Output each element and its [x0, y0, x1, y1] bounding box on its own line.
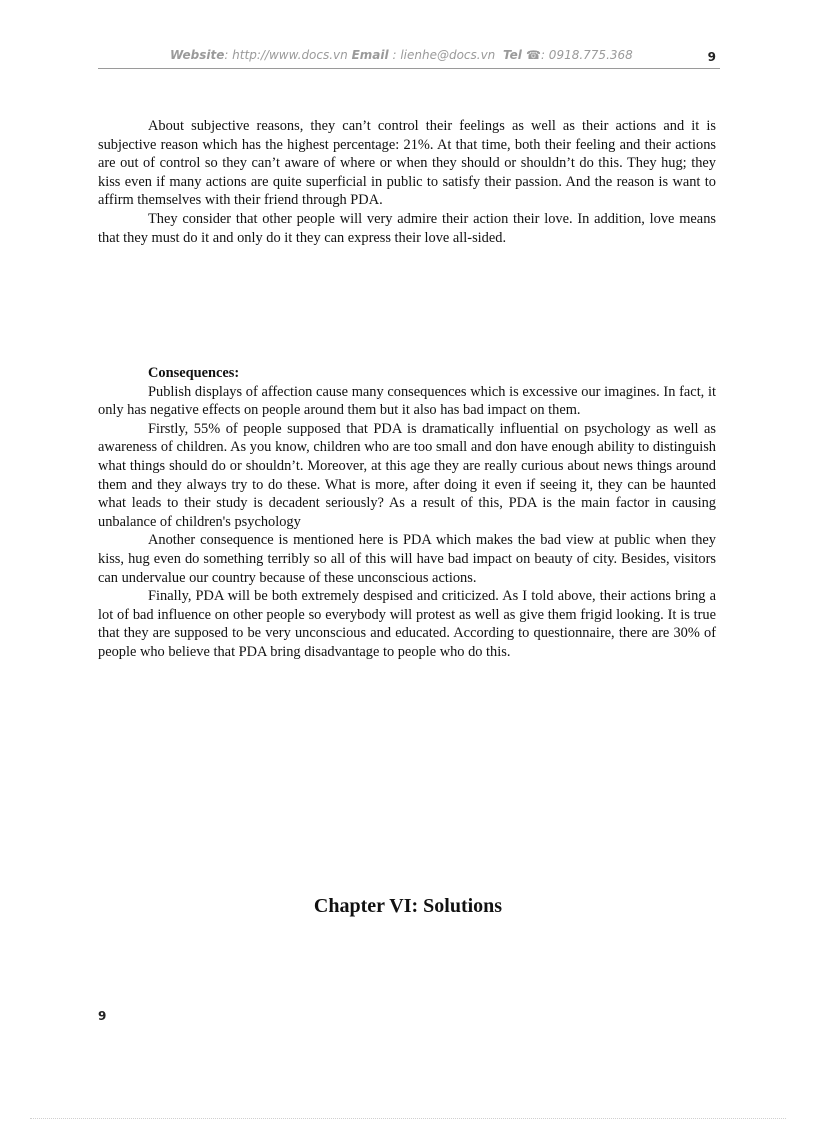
section-heading: Consequences:: [148, 365, 240, 381]
consequences-section: [98, 364, 716, 662]
paragraph: Another consequence is mentioned here is PDA which makes the bad view at public when they kiss, hug even do something terribly so all of this will have bad impact on beauty of city. Besides, visitors can undervalue our country because of these unconscious actions.: [98, 532, 716, 586]
tel-label: Tel ☎: [502, 48, 541, 62]
header-page-number: 9: [707, 50, 716, 64]
paragraph: Publish displays of affection cause many consequences which is excessive our imagines. In fact, it only has negative effects on people around them but it also has bad impact on them.: [98, 383, 716, 419]
header-contact: [170, 48, 633, 62]
paragraph: They consider that other people will very admire their action their love. In addition, love means that they must do it and only do it they can express their love all-sided.: [98, 210, 716, 246]
chapter-title: Chapter VI: Solutions: [313, 895, 503, 917]
paragraph: Firstly, 55% of people supposed that PDA is dramatically influential on psychology as well as awareness of children. As you know, children who are too small and don have enough ability to distinguish what things should do or shouldn’t. Moreover, at this age they are really curious about news things around them and they always try to do these. What is more, after doing it even if seeing it, they can be haunted what leads to their study is decadent seriously? As a result of this, PDA is the main factor in causing unbalance of children's psychology: [98, 420, 716, 530]
footer-page-number: 9: [98, 1009, 107, 1023]
paragraph: Finally, PDA will be both extremely despised and criticized. As I told above, their actions bring a lot of bad influence on other people so everybody will protest as well as give them frigid looking. It is true that they are supposed to be very unconscious and educated. According to questionnaire, there are 30% of people who believe that PDA bring disadvantage to people who do this.: [98, 588, 716, 660]
website-label: Website: [170, 48, 225, 62]
tel-number: : 0918.775.368: [540, 48, 633, 62]
paragraph: About subjective reasons, they can’t control their feelings as well as their actions and it is subjective reason which has the highest percentage: 21%. At that time, both their feeling and their actions are out of control so they can’t aware of where or when they should or shouldn’t do this. They hug; they kiss even if many actions are quite superficial in public to satisfy their passion. And the reason is want to affirm themselves with their friend through PDA.: [98, 118, 716, 209]
website-url[interactable]: : http://www.docs.vn: [224, 48, 348, 62]
page-bottom-divider: [30, 1118, 786, 1119]
email-label: Email: [351, 48, 389, 62]
intro-text-block: [98, 117, 716, 247]
page-header: [98, 44, 720, 69]
email-address[interactable]: : lienhe@docs.vn: [388, 48, 496, 62]
